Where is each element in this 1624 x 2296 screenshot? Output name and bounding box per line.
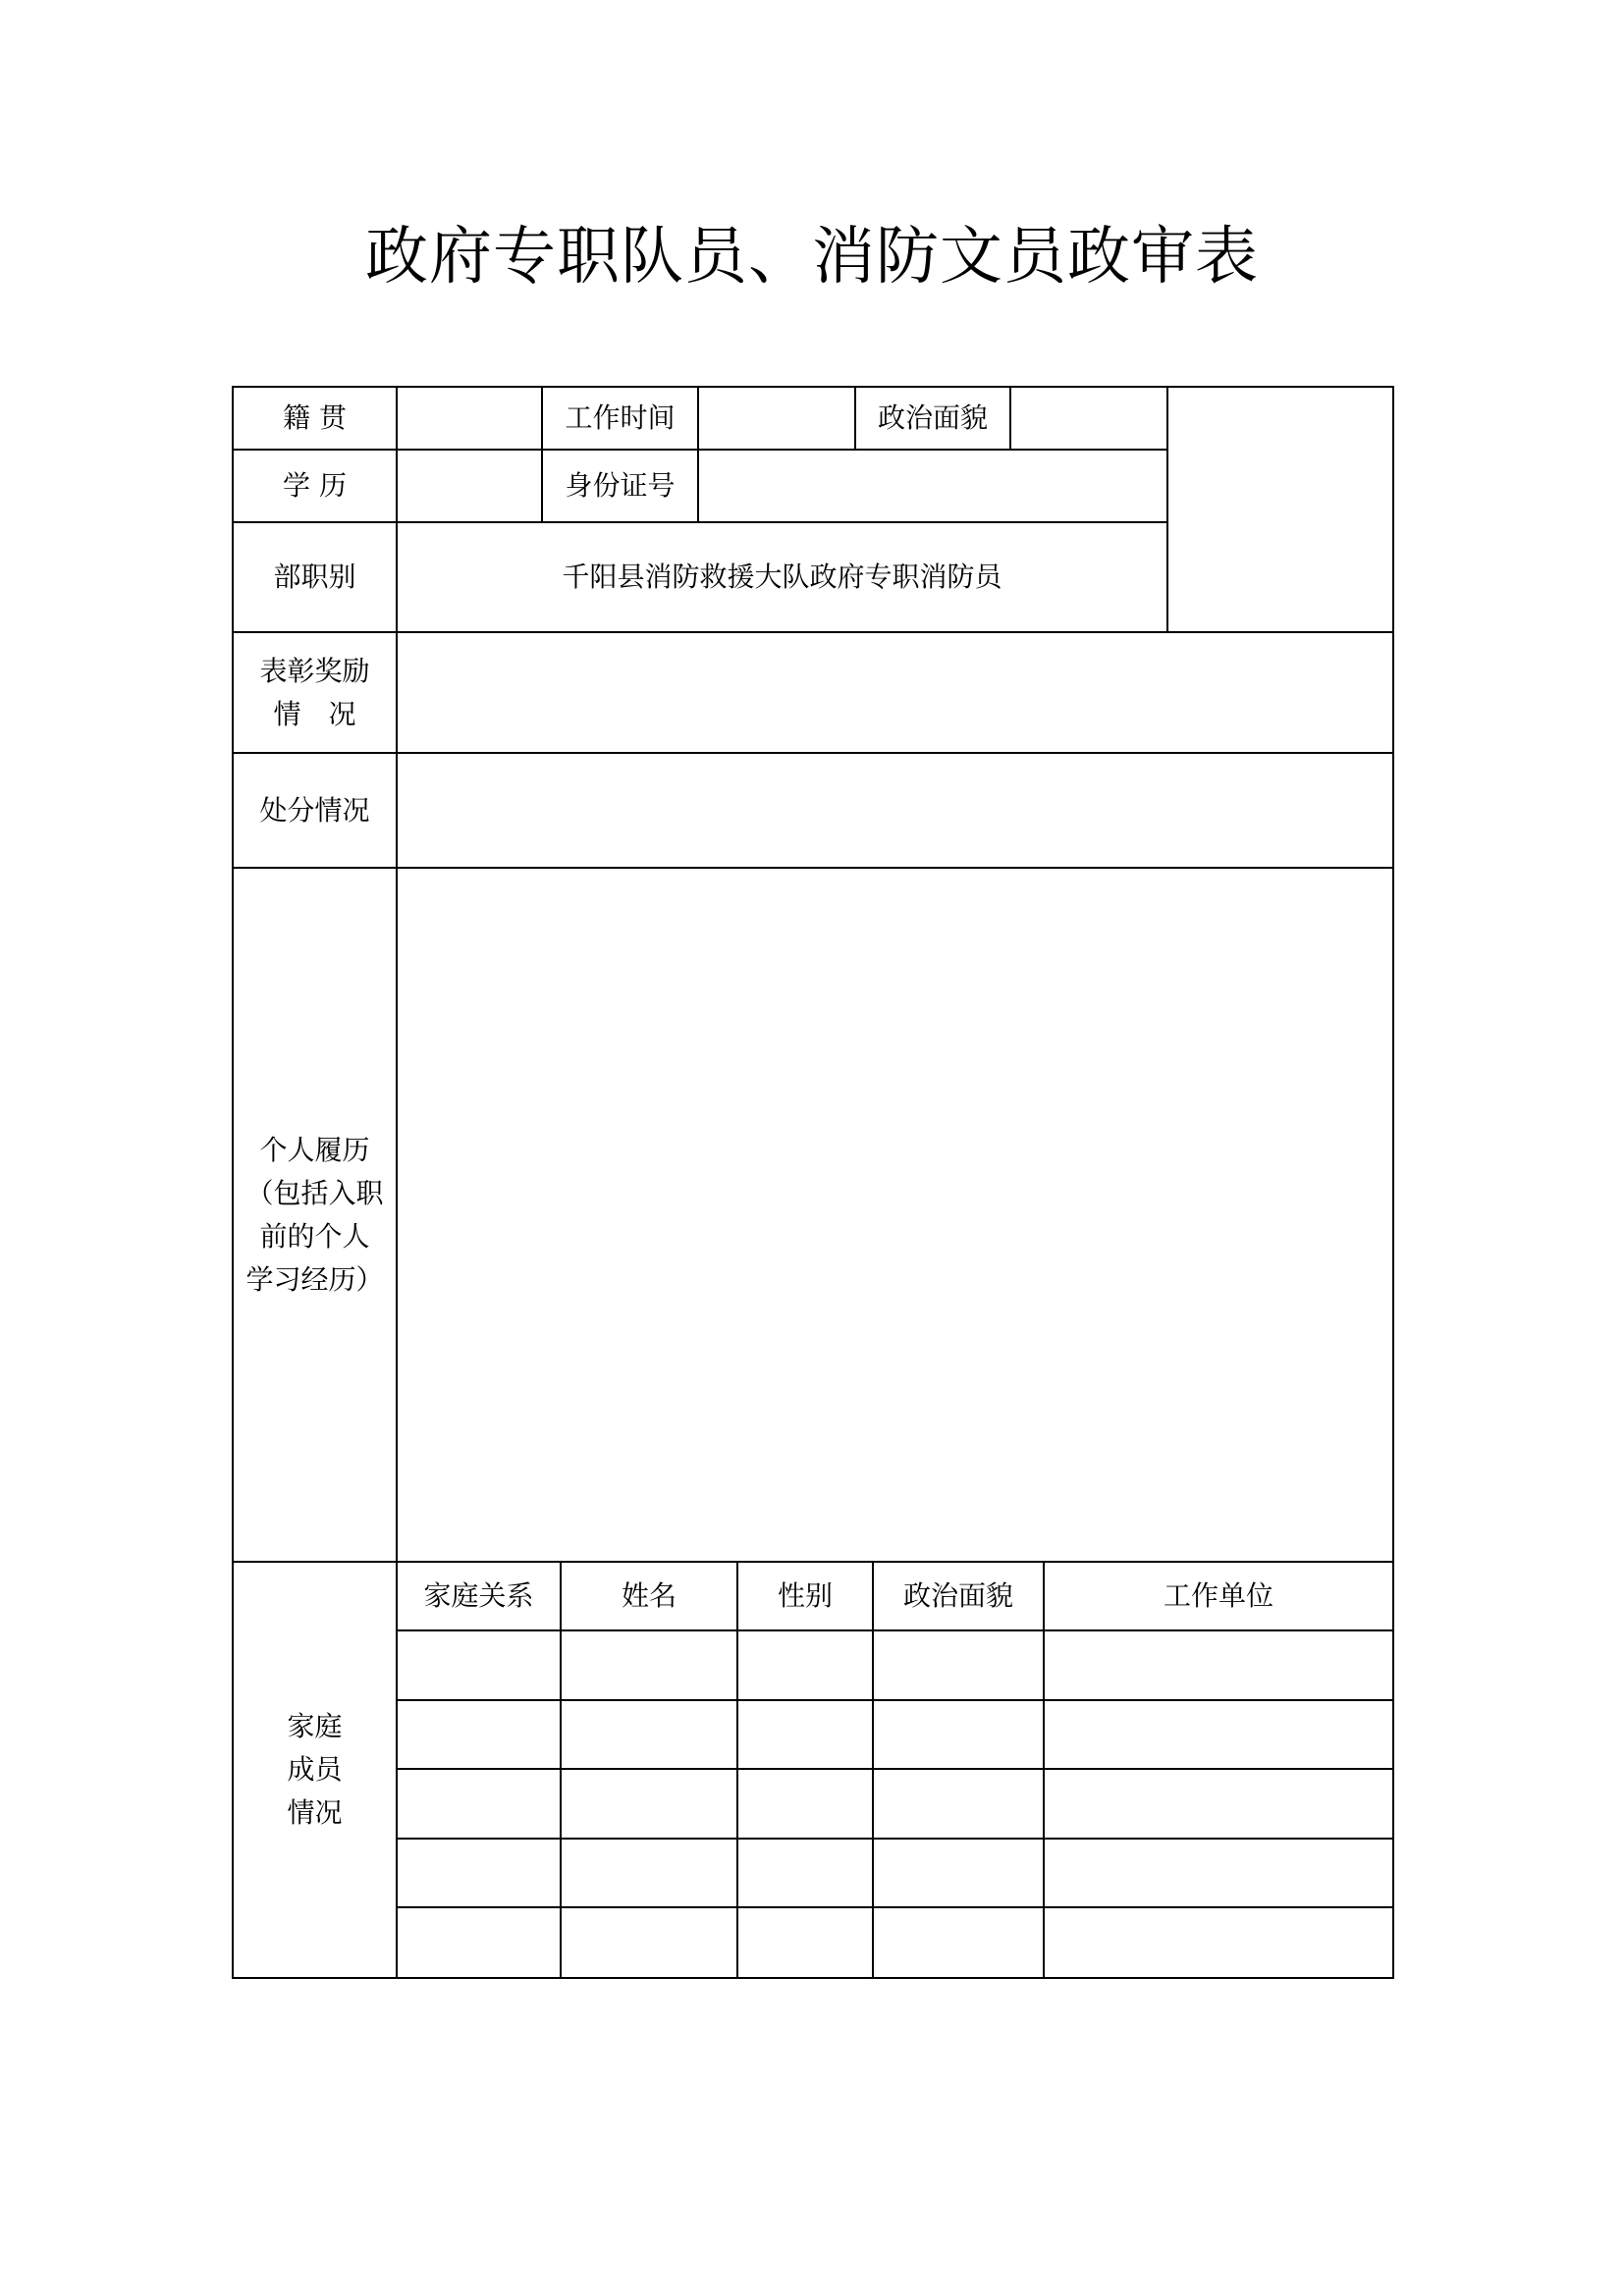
table-border-right <box>1392 386 1394 1979</box>
family-cell-work-unit[interactable] <box>1045 1701 1392 1768</box>
family-label: 家庭 成员 情况 <box>287 1710 343 1829</box>
family-header-gender: 性别 <box>777 1579 833 1612</box>
family-cell-gender[interactable] <box>738 1701 872 1768</box>
family-header-work-unit: 工作单位 <box>1163 1579 1273 1612</box>
family-cell-relation[interactable] <box>398 1908 560 1975</box>
id-number-field[interactable] <box>699 451 1166 521</box>
native-place-label: 籍 贯 <box>283 401 347 434</box>
awards-label: 表彰奖励 情 况 <box>259 654 370 730</box>
education-label: 学 历 <box>283 469 347 502</box>
page-title: 政府专职队员、消防文员政审表 <box>365 221 1259 294</box>
family-cell-work-unit[interactable] <box>1045 1631 1392 1698</box>
family-header-relation: 家庭关系 <box>423 1579 534 1612</box>
awards-field[interactable] <box>398 633 1392 752</box>
family-cell-gender[interactable] <box>738 1631 872 1698</box>
family-cell-gender[interactable] <box>738 1770 872 1837</box>
family-cell-political-status[interactable] <box>874 1840 1043 1906</box>
department-label: 部职别 <box>273 561 356 593</box>
family-cell-political-status[interactable] <box>874 1631 1043 1698</box>
native-place-field[interactable] <box>398 388 541 449</box>
family-cell-political-status[interactable] <box>874 1701 1043 1768</box>
id-number-label: 身份证号 <box>565 469 676 502</box>
table-border-bottom <box>232 1977 1394 1979</box>
department-value[interactable]: 千阳县消防救援大队政府专职消防员 <box>562 561 1002 593</box>
family-cell-name[interactable] <box>562 1770 736 1837</box>
family-cell-work-unit[interactable] <box>1045 1908 1392 1975</box>
family-cell-relation[interactable] <box>398 1631 560 1698</box>
education-field[interactable] <box>398 451 541 521</box>
resume-label: 个人履历 （包括入职 前的个人 学习经历） <box>245 1133 384 1296</box>
family-cell-relation[interactable] <box>398 1770 560 1837</box>
photo-box[interactable] <box>1168 388 1392 631</box>
family-cell-relation[interactable] <box>398 1840 560 1906</box>
work-time-label: 工作时间 <box>565 401 676 434</box>
family-header-name: 姓名 <box>621 1579 677 1612</box>
family-cell-work-unit[interactable] <box>1045 1770 1392 1837</box>
family-cell-gender[interactable] <box>738 1908 872 1975</box>
family-cell-name[interactable] <box>562 1701 736 1768</box>
family-cell-name[interactable] <box>562 1908 736 1975</box>
family-cell-political-status[interactable] <box>874 1770 1043 1837</box>
family-header-political-status: 政治面貌 <box>902 1579 1013 1612</box>
family-cell-political-status[interactable] <box>874 1908 1043 1975</box>
work-time-field[interactable] <box>699 388 854 449</box>
discipline-field[interactable] <box>398 754 1392 867</box>
resume-field[interactable] <box>398 869 1392 1561</box>
political-status-label: 政治面貌 <box>877 401 988 434</box>
family-cell-name[interactable] <box>562 1631 736 1698</box>
family-cell-relation[interactable] <box>398 1701 560 1768</box>
political-status-field[interactable] <box>1011 388 1166 449</box>
discipline-label: 处分情况 <box>259 793 370 827</box>
family-cell-work-unit[interactable] <box>1045 1840 1392 1906</box>
family-cell-gender[interactable] <box>738 1840 872 1906</box>
family-cell-name[interactable] <box>562 1840 736 1906</box>
